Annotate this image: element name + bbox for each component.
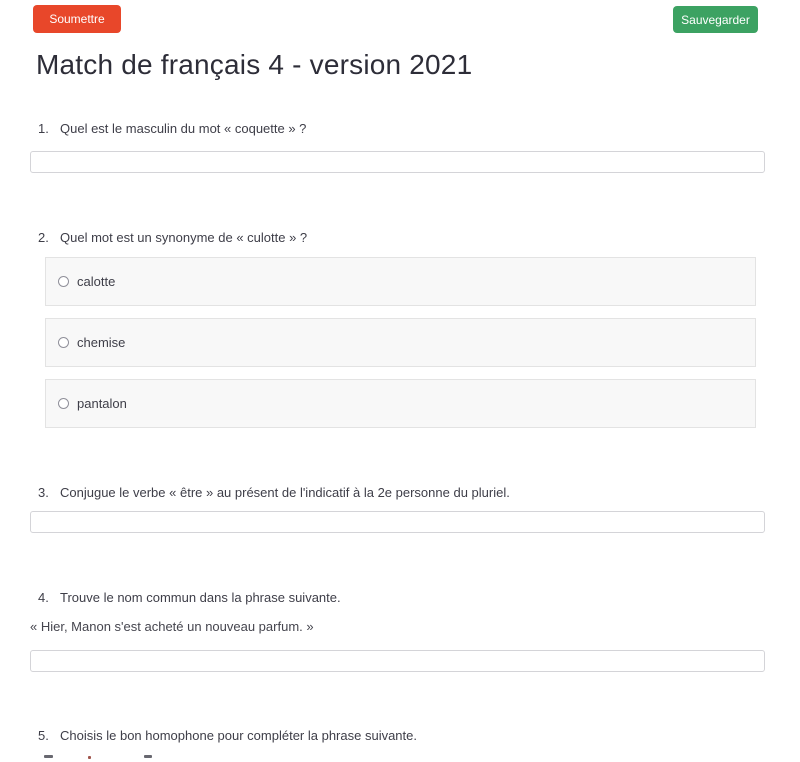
question-5-number: 5. <box>38 728 49 743</box>
question-2-number: 2. <box>38 230 49 245</box>
cutoff-text-fragment <box>88 756 91 759</box>
question-4-answer-input[interactable] <box>30 650 765 672</box>
question-3-answer-input[interactable] <box>30 511 765 533</box>
page-title: Match de français 4 - version 2021 <box>36 49 473 80</box>
cutoff-text-fragment <box>44 755 53 758</box>
question-2-label <box>38 230 307 246</box>
question-1-text: Quel est le masculin du mot « coquette » ? <box>60 121 307 136</box>
question-3-text: Conjugue le verbe « être » au présent de l'indicatif à la 2e personne du pluriel. <box>60 485 510 500</box>
radio-unchecked-icon[interactable] <box>58 276 69 287</box>
option-label: calotte <box>77 274 116 289</box>
question-1-number: 1. <box>38 121 49 136</box>
question-1-answer-input[interactable] <box>30 151 765 173</box>
option-label: chemise <box>77 335 126 350</box>
question-2-option-chemise[interactable] <box>45 318 756 367</box>
question-4-sentence: « Hier, Manon s'est acheté un nouveau parfum. » <box>30 619 314 634</box>
submit-button[interactable]: Soumettre <box>33 5 121 33</box>
question-4-label <box>38 590 341 606</box>
radio-unchecked-icon[interactable] <box>58 398 69 409</box>
radio-unchecked-icon[interactable] <box>58 337 69 348</box>
question-2-option-pantalon[interactable] <box>45 379 756 428</box>
cutoff-text-fragment <box>144 755 152 758</box>
option-label: pantalon <box>77 396 127 411</box>
question-4-text: Trouve le nom commun dans la phrase suivante. <box>60 590 341 605</box>
question-2-option-calotte[interactable] <box>45 257 756 306</box>
question-4-number: 4. <box>38 590 49 605</box>
question-2-text: Quel mot est un synonyme de « culotte » ? <box>60 230 308 245</box>
question-1-label <box>38 121 306 137</box>
question-3-number: 3. <box>38 485 49 500</box>
save-button[interactable]: Sauvegarder <box>673 6 758 33</box>
question-3-label <box>38 485 510 501</box>
question-5-label <box>38 728 417 744</box>
question-5-text: Choisis le bon homophone pour compléter la phrase suivante. <box>60 728 417 743</box>
